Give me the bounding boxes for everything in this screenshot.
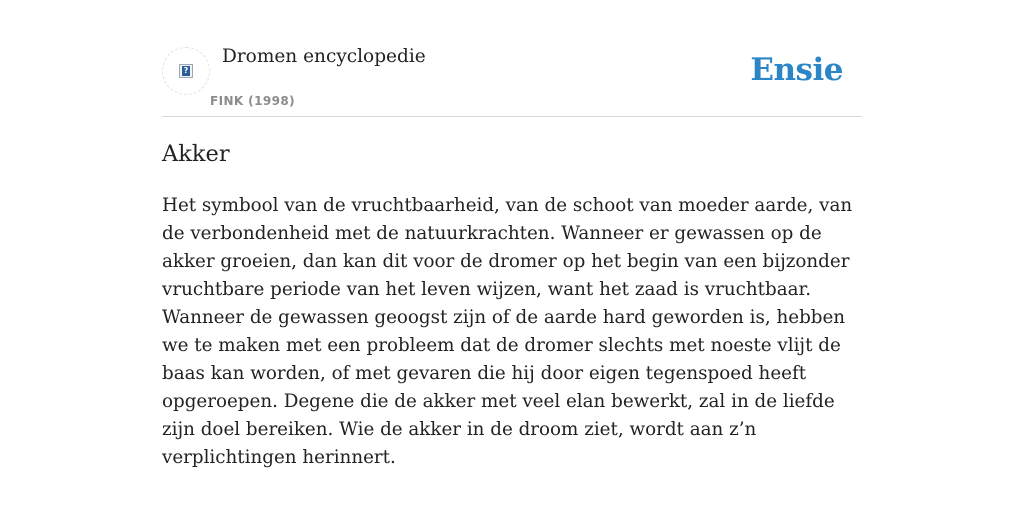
entry-title: Akker (162, 141, 230, 167)
ensie-logo[interactable]: Ensie (750, 52, 843, 88)
source-title-link[interactable]: Dromen encyclopedie (222, 46, 426, 67)
broken-image-icon (179, 64, 193, 78)
entry-header (162, 0, 862, 117)
source-cover-image[interactable] (162, 47, 210, 95)
source-author: FINK (1998) (210, 94, 295, 108)
entry-body: Het symbool van de vruchtbaarheid, van de schoot van moeder aarde, van de verbondenheid met de natuurkrachten. Wanneer er gewassen op de akker groeien, dan kan dit voor de dromer op het begin van een bijzonder vruchtbare periode van het leven wijzen, want het zaad is vruchtbaar. Wanneer de gewassen geoogst zijn of de aarde hard geworden is, hebben we te maken met een probleem dat de dromer slechts met noeste vlijt de baas kan worden, of met gevaren die hij door eigen tegenspoed heeft opgeroepen. Degene die de akker met veel elan bewerkt, zal in de liefde zijn doel bereiken. Wie de akker in de droom ziet, wordt aan z’n verplichtingen herinnert. (162, 195, 853, 468)
